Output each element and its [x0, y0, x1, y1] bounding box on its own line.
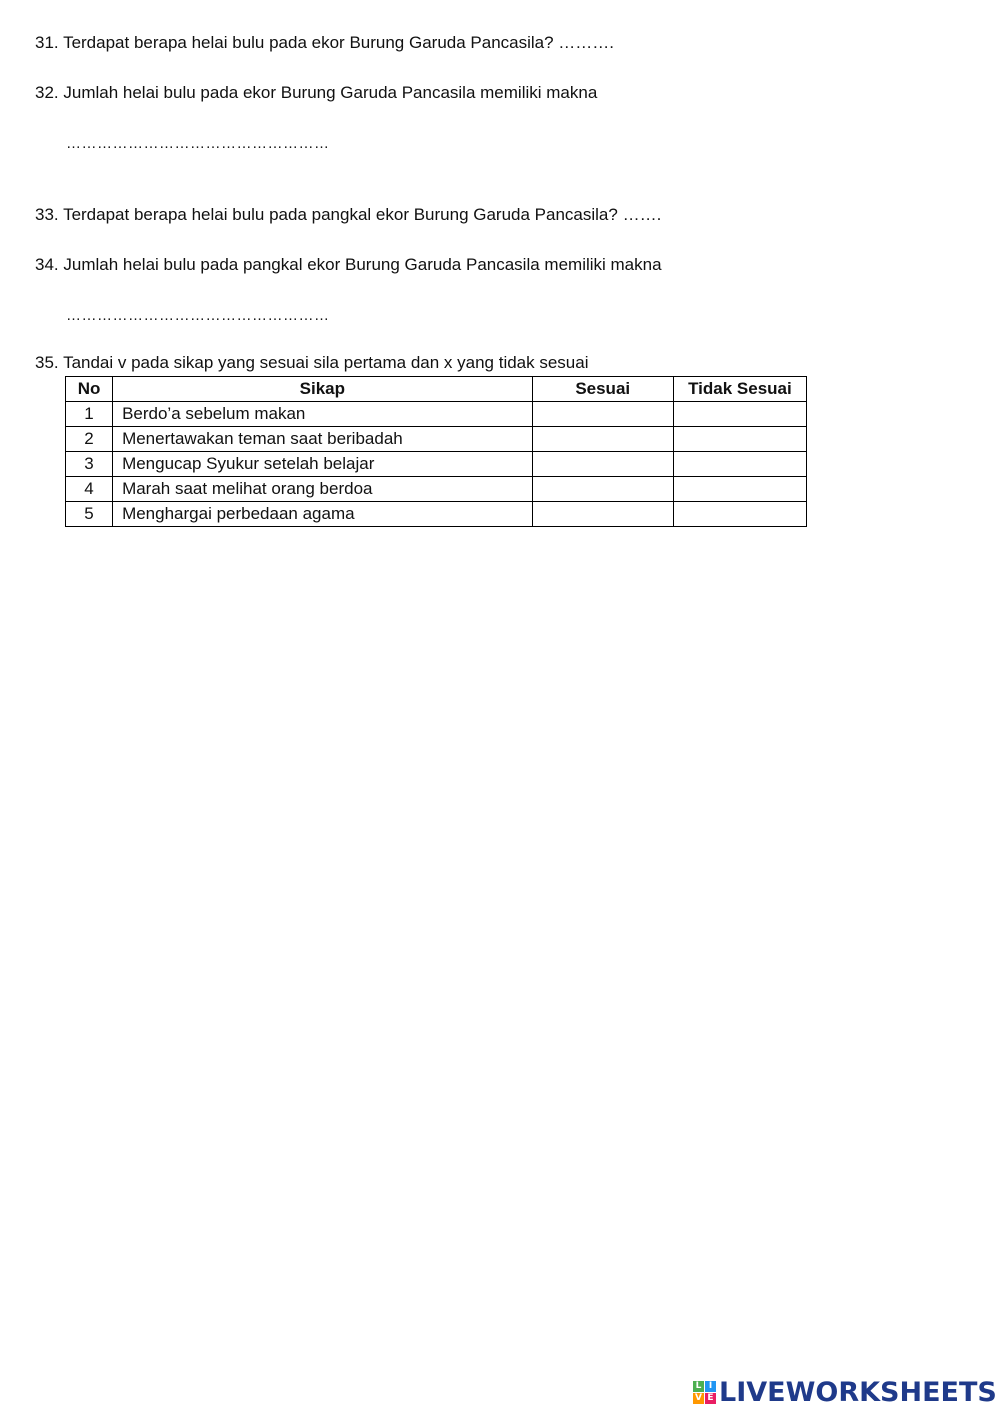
table-row — [66, 452, 807, 477]
sesuai-cell[interactable] — [532, 427, 673, 452]
question-33 — [35, 204, 661, 226]
sesuai-cell[interactable] — [532, 477, 673, 502]
table-row — [66, 502, 807, 527]
question-text: Jumlah helai bulu pada pangkal ekor Burung Garuda Pancasila memiliki makna — [63, 255, 662, 274]
tidak-sesuai-cell[interactable] — [673, 502, 806, 527]
tidak-sesuai-cell[interactable] — [673, 452, 806, 477]
logo-mark-letter: L — [693, 1381, 704, 1392]
row-number: 2 — [66, 427, 113, 452]
row-number: 5 — [66, 502, 113, 527]
table-row — [66, 477, 807, 502]
tidak-sesuai-cell[interactable] — [673, 427, 806, 452]
table-row — [66, 402, 807, 427]
question-text: Terdapat berapa helai bulu pada ekor Burung Garuda Pancasila? ………. — [63, 33, 615, 52]
logo-mark-letter: E — [705, 1393, 716, 1404]
question-text: Tandai v pada sikap yang sesuai sila pertama dan x yang tidak sesuai — [63, 353, 589, 372]
row-sikap: Menghargai perbedaan agama — [113, 502, 533, 527]
question-number: 32. — [35, 83, 59, 102]
header-no: No — [66, 377, 113, 402]
question-number: 33. — [35, 205, 59, 224]
header-sikap: Sikap — [113, 377, 533, 402]
sesuai-cell[interactable] — [532, 502, 673, 527]
row-sikap: Marah saat melihat orang berdoa — [113, 477, 533, 502]
header-sesuai: Sesuai — [532, 377, 673, 402]
sesuai-cell[interactable] — [532, 402, 673, 427]
table-row — [66, 427, 807, 452]
question-number: 35. — [35, 353, 59, 372]
logo-text: LIVEWORKSHEETS — [719, 1377, 997, 1408]
question-number: 31. — [35, 33, 59, 52]
tidak-sesuai-cell[interactable] — [673, 477, 806, 502]
logo-mark-icon — [693, 1381, 716, 1404]
question-text: Terdapat berapa helai bulu pada pangkal ekor Burung Garuda Pancasila? ……. — [63, 205, 662, 224]
logo-mark-letter: V — [693, 1393, 704, 1404]
question-31 — [35, 32, 614, 54]
question-text: Jumlah helai bulu pada ekor Burung Garuda Pancasila memiliki makna — [63, 83, 598, 102]
question-32 — [35, 82, 597, 104]
row-number: 1 — [66, 402, 113, 427]
answer-line-34[interactable]: …………………………………………… — [66, 307, 330, 324]
row-sikap: Menertawakan teman saat beribadah — [113, 427, 533, 452]
header-tidak-sesuai: Tidak Sesuai — [673, 377, 806, 402]
tidak-sesuai-cell[interactable] — [673, 402, 806, 427]
row-sikap: Berdo’a sebelum makan — [113, 402, 533, 427]
answer-line-32[interactable]: …………………………………………… — [66, 135, 330, 152]
sesuai-cell[interactable] — [532, 452, 673, 477]
row-number: 4 — [66, 477, 113, 502]
question-number: 34. — [35, 255, 59, 274]
table-header-row — [66, 377, 807, 402]
row-sikap: Mengucap Syukur setelah belajar — [113, 452, 533, 477]
row-number: 3 — [66, 452, 113, 477]
sikap-table — [65, 376, 807, 527]
question-34 — [35, 254, 662, 276]
liveworksheets-logo — [693, 1377, 997, 1408]
question-35 — [35, 352, 589, 374]
logo-mark-letter: I — [705, 1381, 716, 1392]
